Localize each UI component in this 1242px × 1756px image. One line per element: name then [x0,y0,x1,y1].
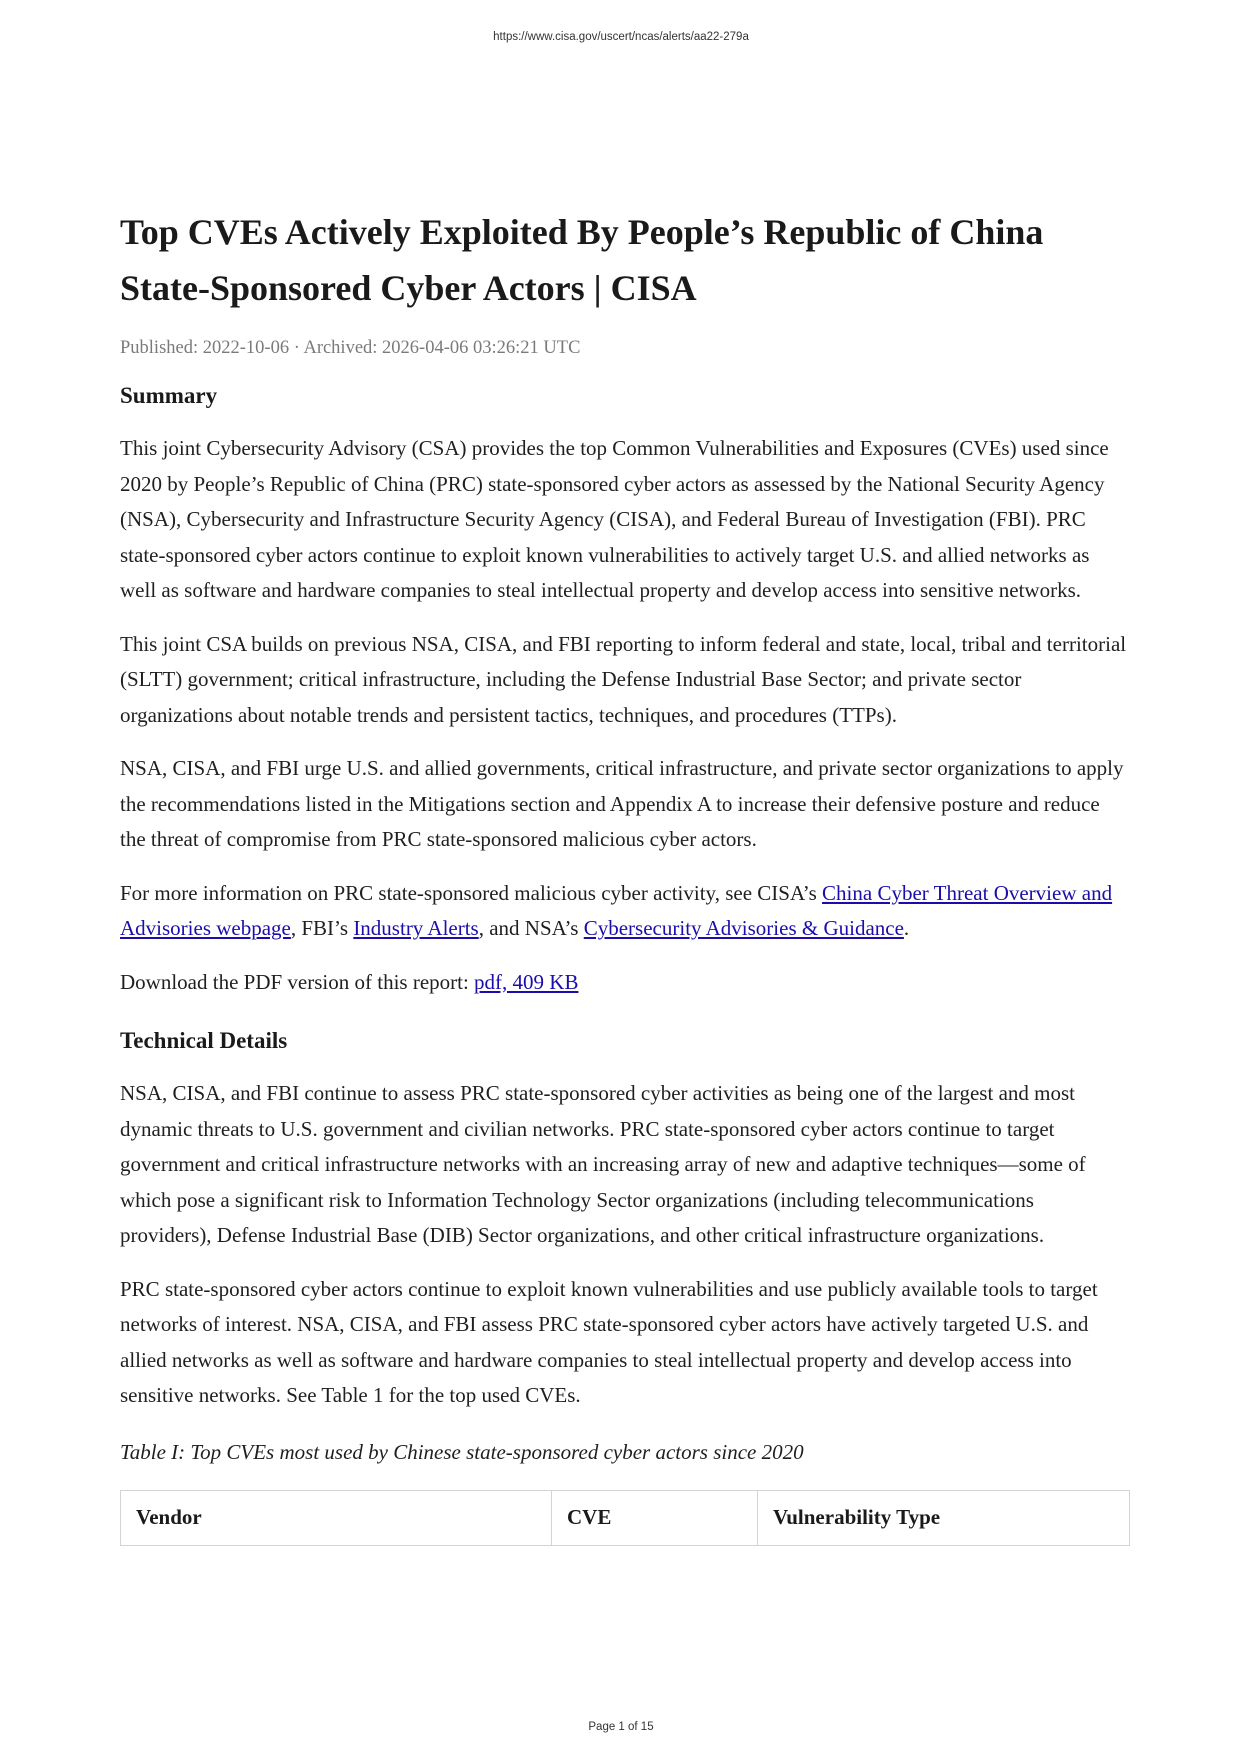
article [120,204,1130,1546]
download-prefix: Download the PDF version of this report: [120,969,475,994]
download-paragraph [120,965,1130,1001]
column-header-vulnerability-type: Vulnerability Type [758,1490,1130,1545]
table-caption: Table I: Top CVEs most used by Chinese state-sponsored cyber actors since 2020 [120,1439,804,1464]
summary-paragraph-2: This joint CSA builds on previous NSA, CISA, and FBI reporting to inform federal and state, local, tribal and territorial (SLTT) government; critical infrastructure, including the Defense Industrial Base Sector; and private sector organizations about notable trends and persistent tactics, techniques, and procedures (TTPs). [120,631,1127,727]
summary-heading: Summary [120,383,218,408]
page-title: Top CVEs Actively Exploited By People’s Republic of China State-Sponsored Cyber Actors | CISA [120,212,1044,308]
technical-paragraph-2: PRC state-sponsored cyber actors continue to exploit known vulnerabilities and use publicly available tools to target networks of interest. NSA, CISA, and FBI assess PRC state-sponsored cyber actors have actively targeted U.S. and allied networks as well as software and hardware companies to steal intellectual property and develop access into sensitive networks. See Table 1 for the top used CVEs. [120,1276,1098,1407]
table-header-row [121,1490,1130,1545]
more-info-suffix: . [903,916,910,940]
industry-alerts-link[interactable]: Industry Alerts [353,916,479,940]
more-info-paragraph [120,876,1130,947]
technical-details-heading: Technical Details [120,1028,288,1053]
publish-meta: Published: 2022-10-06 · Archived: 2026-04-06 03:26:21 UTC [120,338,581,358]
technical-paragraph-1: NSA, CISA, and FBI continue to assess PRC state-sponsored cyber activities as being one of the largest and most dynamic threats to U.S. government and civilian networks. PRC state-sponsored cyber actors continue to target government and critical infrastructure networks with an increasing array of new and adaptive techniques—some of which pose a significant risk to Information Technology Sector organizations (including telecommunications providers), Defense Industrial Base (DIB) Sector organizations, and other critical infrastructure organizations. [120,1081,1086,1247]
cybersecurity-advisories-link[interactable]: Cybersecurity Advisories & Guidance [583,916,904,940]
more-info-mid-1: , FBI’s [290,916,354,940]
summary-paragraph-1: This joint Cybersecurity Advisory (CSA) provides the top Common Vulnerabilities and Exposures (CVEs) used since 2020 by People’s Republic of China (PRC) state-sponsored cyber actors as assessed by the National Security Agency (NSA), Cybersecurity and Infrastructure Security Agency (CISA), and Federal Bureau of Investigation (FBI). PRC state-sponsored cyber actors continue to exploit known vulnerabilities to actively target U.S. and allied networks as well as software and hardware companies to steal intellectual property and develop access into sensitive networks. [120,436,1109,602]
summary-paragraph-3: NSA, CISA, and FBI urge U.S. and allied governments, critical infrastructure, and private sector organizations to apply the recommendations listed in the Mitigations section and Appendix A to increase their defensive posture and reduce the threat of compromise from PRC state-sponsored malicious cyber actors. [120,756,1124,851]
more-info-prefix: For more information on PRC state-sponsored malicious cyber activity, see CISA’s [120,880,823,905]
pdf-download-link[interactable]: pdf, 409 KB [474,969,579,994]
column-header-vendor: Vendor [121,1490,552,1545]
column-header-cve: CVE [552,1490,758,1545]
page-url-header: https://www.cisa.gov/uscert/ncas/alerts/aa22-279a [493,31,749,43]
cve-table [120,1490,1130,1546]
page-number: Page 1 of 15 [588,1721,654,1733]
china-cyber-threat-link[interactable]: China Cyber Threat Overview and Advisories webpage [120,880,1113,940]
more-info-mid-2: , and NSA’s [478,916,584,940]
